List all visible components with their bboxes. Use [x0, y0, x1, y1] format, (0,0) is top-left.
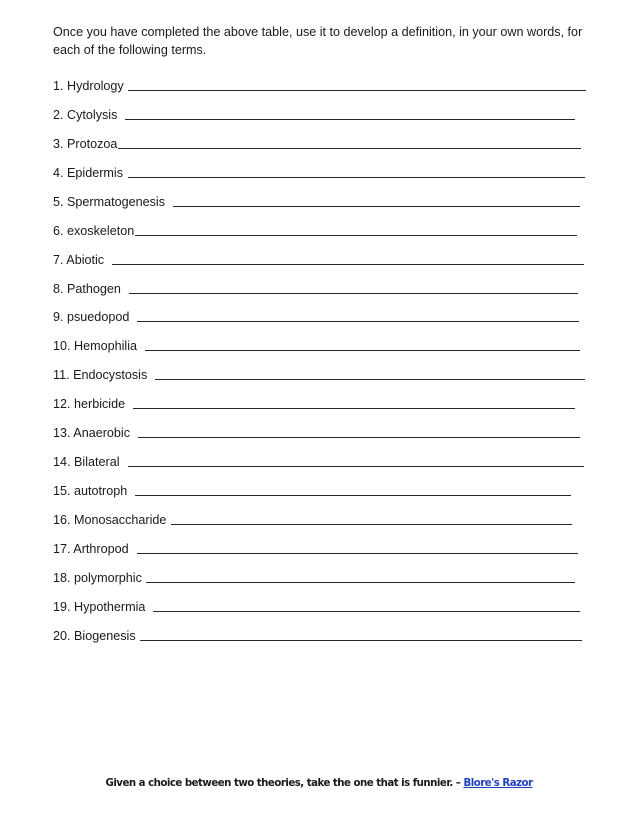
- answer-blank-line[interactable]: [128, 466, 584, 467]
- term-label: 14. Bilateral: [53, 455, 127, 470]
- term-label: 3. Protozoa: [53, 136, 118, 151]
- instructions-text: Once you have completed the above table, use it to develop a definition, in your own words, for each of the following terms.: [53, 25, 583, 57]
- answer-blank-line[interactable]: [171, 524, 572, 525]
- term-item: [53, 267, 587, 296]
- term-label: 9. psuedopod: [53, 310, 137, 325]
- answer-blank-line[interactable]: [155, 379, 585, 380]
- answer-blank-line[interactable]: [135, 235, 577, 236]
- term-label: 7. Abiotic: [53, 252, 112, 267]
- answer-blank-line[interactable]: [112, 264, 584, 265]
- term-label: 1. Hydrology: [53, 78, 128, 93]
- term-label: 2. Cytolysis: [53, 107, 125, 122]
- term-item: [53, 527, 587, 556]
- term-label: 8. Pathogen: [53, 281, 128, 296]
- blores-razor-link[interactable]: Blore's Razor: [463, 778, 533, 789]
- answer-blank-line[interactable]: [138, 437, 580, 438]
- answer-blank-line[interactable]: [140, 640, 582, 641]
- term-label: 15. autotroph: [53, 484, 135, 499]
- term-item: [53, 585, 587, 614]
- term-label: 6. exoskeleton: [53, 223, 135, 238]
- answer-blank-line[interactable]: [153, 611, 580, 612]
- answer-blank-line[interactable]: [118, 148, 581, 149]
- term-item: [53, 209, 587, 238]
- term-list: [53, 64, 587, 643]
- answer-blank-line[interactable]: [173, 206, 580, 207]
- term-label: 20. Biogenesis: [53, 628, 140, 643]
- answer-blank-line[interactable]: [125, 119, 575, 120]
- term-label: 11. Endocystosis: [53, 368, 155, 383]
- footer-quote: [0, 778, 638, 789]
- term-item: [53, 296, 587, 325]
- term-item: [53, 614, 587, 643]
- term-label: 13. Anaerobic: [53, 426, 138, 441]
- term-item: [53, 382, 587, 411]
- answer-blank-line[interactable]: [129, 293, 578, 294]
- answer-blank-line[interactable]: [137, 553, 578, 554]
- term-item: [53, 324, 587, 353]
- term-item: [53, 180, 587, 209]
- answer-blank-line[interactable]: [135, 495, 571, 496]
- answer-blank-line[interactable]: [137, 321, 579, 322]
- answer-blank-line[interactable]: [145, 350, 580, 351]
- term-label: 4. Epidermis: [53, 165, 127, 180]
- answer-blank-line[interactable]: [133, 408, 575, 409]
- answer-blank-line[interactable]: [128, 90, 586, 91]
- term-item: [53, 353, 587, 382]
- term-item: [53, 93, 587, 122]
- term-label: 10. Hemophilia: [53, 339, 145, 354]
- term-label: 18. polymorphic: [53, 570, 146, 585]
- term-label: 17. Arthropod: [53, 541, 136, 556]
- footer-quote-text: Given a choice between two theories, take the one that is funnier. –: [105, 778, 464, 789]
- term-item: [53, 151, 587, 180]
- term-label: 16. Monosaccharide: [53, 513, 170, 527]
- term-item: [53, 556, 587, 585]
- term-item: [53, 469, 587, 498]
- answer-blank-line[interactable]: [128, 177, 585, 178]
- term-item: [53, 498, 587, 527]
- term-item: [53, 411, 587, 440]
- term-label: 12. herbicide: [53, 397, 133, 412]
- term-item: [53, 238, 587, 267]
- term-item: [53, 122, 587, 151]
- answer-blank-line[interactable]: [146, 582, 575, 583]
- term-label: 5. Spermatogenesis: [53, 194, 173, 209]
- term-item: [53, 64, 587, 93]
- term-item: [53, 440, 587, 469]
- term-label: 19. Hypothermia: [53, 599, 153, 614]
